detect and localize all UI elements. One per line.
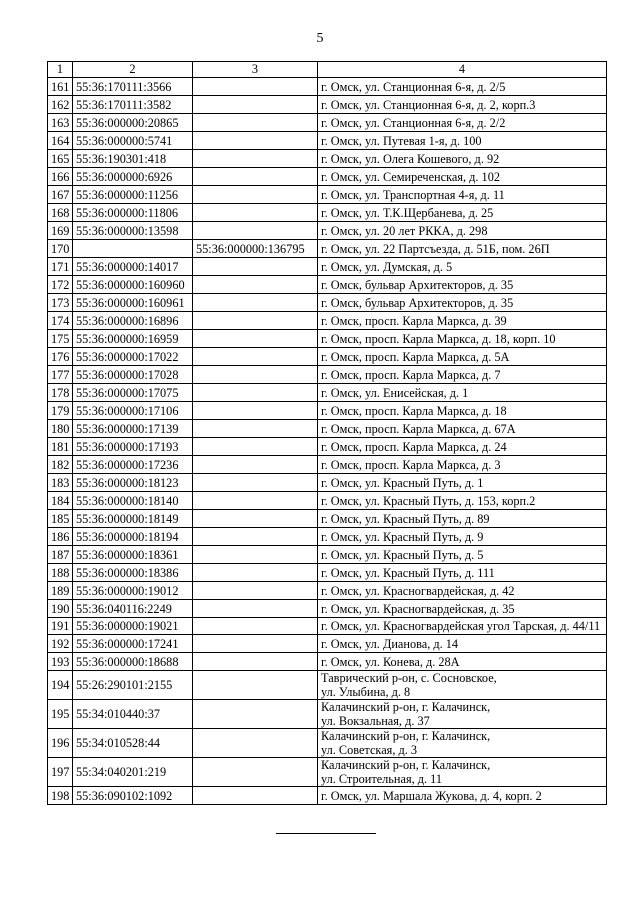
address-line: г. Омск, ул. Путевая 1-я, д. 100 <box>321 134 482 148</box>
cadastral-number-alt <box>193 168 318 186</box>
address-line: г. Омск, просп. Карла Маркса, д. 18 <box>321 404 507 418</box>
row-number: 173 <box>48 294 73 312</box>
address-line: г. Омск, ул. Транспортная 4-я, д. 11 <box>321 188 505 202</box>
address-line: г. Омск, просп. Карла Маркса, д. 39 <box>321 314 507 328</box>
cadastral-number: 55:36:000000:13598 <box>73 222 193 240</box>
address-line: г. Омск, ул. Станционная 6-я, д. 2/2 <box>321 116 506 130</box>
header-col-3: 3 <box>193 62 318 78</box>
cadastral-number: 55:36:000000:17028 <box>73 366 193 384</box>
cadastral-number-alt <box>193 384 318 402</box>
address-line: г. Омск, просп. Карла Маркса, д. 5А <box>321 350 510 364</box>
cadastral-number: 55:36:000000:17106 <box>73 402 193 420</box>
cadastral-number: 55:36:000000:18123 <box>73 474 193 492</box>
cadastral-number: 55:34:010440:37 <box>73 700 193 729</box>
address-line: г. Омск, ул. Енисейская, д. 1 <box>321 386 469 400</box>
table-row <box>48 635 607 653</box>
row-number: 190 <box>48 600 73 618</box>
address-cell <box>318 204 607 222</box>
address-cell <box>318 114 607 132</box>
cadastral-number: 55:34:040201:219 <box>73 758 193 787</box>
cadastral-number-alt <box>193 700 318 729</box>
address-line: г. Омск, ул. Красный Путь, д. 89 <box>321 512 490 526</box>
cadastral-number-alt: 55:36:000000:136795 <box>193 240 318 258</box>
address-line: г. Омск, ул. Станционная 6-я, д. 2, корп.3 <box>321 98 536 112</box>
table-row <box>48 78 607 96</box>
address-cell <box>318 96 607 114</box>
cadastral-number-alt <box>193 671 318 700</box>
row-number: 166 <box>48 168 73 186</box>
cadastral-number-alt <box>193 787 318 805</box>
address-cell <box>318 635 607 653</box>
address-line: г. Омск, ул. Конева, д. 28А <box>321 655 460 669</box>
row-number: 174 <box>48 312 73 330</box>
cadastral-number <box>73 240 193 258</box>
cadastral-number-alt <box>193 330 318 348</box>
address-line: г. Омск, просп. Карла Маркса, д. 7 <box>321 368 501 382</box>
table-row <box>48 582 607 600</box>
row-number: 185 <box>48 510 73 528</box>
header-col-1: 1 <box>48 62 73 78</box>
row-number: 176 <box>48 348 73 366</box>
address-line: г. Омск, ул. 20 лет РККА, д. 298 <box>321 224 488 238</box>
row-number: 194 <box>48 671 73 700</box>
address-line-2: ул. Советская, д. 3 <box>321 743 418 757</box>
cadastral-number: 55:36:000000:17139 <box>73 420 193 438</box>
address-cell <box>318 240 607 258</box>
table-body <box>48 78 607 805</box>
row-number: 163 <box>48 114 73 132</box>
table-row <box>48 366 607 384</box>
row-number: 191 <box>48 618 73 635</box>
address-line: г. Омск, ул. Красный Путь, д. 1 <box>321 476 484 490</box>
cadastral-number-alt <box>193 564 318 582</box>
row-number: 192 <box>48 635 73 653</box>
row-number: 164 <box>48 132 73 150</box>
cadastral-number: 55:36:000000:18149 <box>73 510 193 528</box>
row-number: 197 <box>48 758 73 787</box>
cadastral-number-alt <box>193 402 318 420</box>
row-number: 181 <box>48 438 73 456</box>
address-cell <box>318 258 607 276</box>
address-line: г. Омск, просп. Карла Маркса, д. 67А <box>321 422 516 436</box>
cadastral-number: 55:36:000000:11256 <box>73 186 193 204</box>
row-number: 168 <box>48 204 73 222</box>
cadastral-number-alt <box>193 528 318 546</box>
table-row <box>48 758 607 787</box>
address-cell <box>318 700 607 729</box>
cadastral-number: 55:36:000000:16896 <box>73 312 193 330</box>
cadastral-number-alt <box>193 618 318 635</box>
address-cell <box>318 132 607 150</box>
cadastral-number: 55:36:000000:18361 <box>73 546 193 564</box>
address-cell <box>318 618 607 635</box>
cadastral-number: 55:36:170111:3566 <box>73 78 193 96</box>
address-cell <box>318 78 607 96</box>
table-row <box>48 204 607 222</box>
address-line: г. Омск, ул. Олега Кошевого, д. 92 <box>321 152 500 166</box>
address-cell <box>318 330 607 348</box>
row-number: 188 <box>48 564 73 582</box>
table-row <box>48 186 607 204</box>
cadastral-number: 55:36:000000:18140 <box>73 492 193 510</box>
cadastral-number: 55:36:000000:5741 <box>73 132 193 150</box>
row-number: 178 <box>48 384 73 402</box>
cadastral-number-alt <box>193 204 318 222</box>
address-line: г. Омск, бульвар Архитекторов, д. 35 <box>321 278 514 292</box>
cadastral-number: 55:36:000000:160960 <box>73 276 193 294</box>
cadastral-number: 55:36:000000:6926 <box>73 168 193 186</box>
table-row <box>48 384 607 402</box>
cadastral-number-alt <box>193 222 318 240</box>
page-number: 5 <box>316 31 324 46</box>
address-cell <box>318 384 607 402</box>
cadastral-number-alt <box>193 78 318 96</box>
cadastral-number-alt <box>193 582 318 600</box>
cadastral-number-alt <box>193 438 318 456</box>
address-cell <box>318 564 607 582</box>
address-line: г. Омск, ул. Думская, д. 5 <box>321 260 453 274</box>
cadastral-number-alt <box>193 132 318 150</box>
address-line: г. Омск, ул. Красногвардейская, д. 42 <box>321 584 515 598</box>
address-line: г. Омск, бульвар Архитекторов, д. 35 <box>321 296 514 310</box>
address-cell <box>318 758 607 787</box>
row-number: 182 <box>48 456 73 474</box>
row-number: 198 <box>48 787 73 805</box>
table-row <box>48 420 607 438</box>
cadastral-number-alt <box>193 758 318 787</box>
address-cell <box>318 600 607 618</box>
cadastral-number: 55:34:010528:44 <box>73 729 193 758</box>
address-cell <box>318 787 607 805</box>
table-row <box>48 222 607 240</box>
cadastral-number-alt <box>193 492 318 510</box>
cadastral-number-alt <box>193 294 318 312</box>
row-number: 169 <box>48 222 73 240</box>
row-number: 180 <box>48 420 73 438</box>
cadastral-number: 55:36:000000:14017 <box>73 258 193 276</box>
table-row <box>48 402 607 420</box>
table-row <box>48 114 607 132</box>
cadastral-number: 55:36:000000:160961 <box>73 294 193 312</box>
address-line: г. Омск, ул. 22 Партсъезда, д. 51Б, пом. 26П <box>321 242 550 256</box>
cadastral-number-alt <box>193 474 318 492</box>
address-cell <box>318 276 607 294</box>
table-row <box>48 474 607 492</box>
cadastral-number-alt <box>193 653 318 671</box>
cadastral-number-alt <box>193 600 318 618</box>
table-row <box>48 330 607 348</box>
table-row <box>48 700 607 729</box>
address-line: г. Омск, просп. Карла Маркса, д. 24 <box>321 440 507 454</box>
row-number: 165 <box>48 150 73 168</box>
row-number: 171 <box>48 258 73 276</box>
cadastral-number-alt <box>193 96 318 114</box>
cadastral-number-alt <box>193 729 318 758</box>
table-row <box>48 787 607 805</box>
row-number: 170 <box>48 240 73 258</box>
cadastral-number-alt <box>193 114 318 132</box>
address-line: г. Омск, ул. Красный Путь, д. 9 <box>321 530 484 544</box>
address-cell <box>318 312 607 330</box>
cadastral-number: 55:36:040116:2249 <box>73 600 193 618</box>
address-line: г. Омск, ул. Красный Путь, д. 111 <box>321 566 495 580</box>
header-col-2: 2 <box>73 62 193 78</box>
address-cell <box>318 546 607 564</box>
row-number: 161 <box>48 78 73 96</box>
table-row <box>48 528 607 546</box>
row-number: 193 <box>48 653 73 671</box>
cadastral-number: 55:36:170111:3582 <box>73 96 193 114</box>
address-line: г. Омск, ул. Дианова, д. 14 <box>321 637 459 651</box>
address-line-2: ул. Улыбина, д. 8 <box>321 685 411 699</box>
row-number: 179 <box>48 402 73 420</box>
cadastral-number-alt <box>193 312 318 330</box>
table-row <box>48 600 607 618</box>
cadastral-number-alt <box>193 186 318 204</box>
address-line: г. Омск, просп. Карла Маркса, д. 3 <box>321 458 501 472</box>
cadastral-number: 55:36:000000:19012 <box>73 582 193 600</box>
address-line: Таврический р-он, с. Сосновское, <box>321 671 497 685</box>
row-number: 189 <box>48 582 73 600</box>
cadastral-number: 55:36:000000:18194 <box>73 528 193 546</box>
cadastral-number: 55:36:000000:11806 <box>73 204 193 222</box>
address-line: г. Омск, ул. Красный Путь, д. 5 <box>321 548 484 562</box>
address-line: г. Омск, ул. Красногвардейская, д. 35 <box>321 602 515 616</box>
table-row <box>48 564 607 582</box>
cadastral-number: 55:26:290101:2155 <box>73 671 193 700</box>
address-line: г. Омск, ул. Маршала Жукова, д. 4, корп. 2 <box>321 789 542 803</box>
registry-table <box>47 61 607 805</box>
address-cell <box>318 528 607 546</box>
cadastral-number: 55:36:000000:20865 <box>73 114 193 132</box>
cadastral-number-alt <box>193 546 318 564</box>
address-line: г. Омск, ул. Красногвардейская угол Тарская, д. 44/11 <box>321 619 601 633</box>
cadastral-number: 55:36:000000:18688 <box>73 653 193 671</box>
row-number: 183 <box>48 474 73 492</box>
cadastral-number: 55:36:190301:418 <box>73 150 193 168</box>
row-number: 196 <box>48 729 73 758</box>
cadastral-number-alt <box>193 258 318 276</box>
address-line: г. Омск, ул. Станционная 6-я, д. 2/5 <box>321 80 506 94</box>
table-row <box>48 653 607 671</box>
address-cell <box>318 438 607 456</box>
cadastral-number: 55:36:090102:1092 <box>73 787 193 805</box>
row-number: 177 <box>48 366 73 384</box>
table-row <box>48 546 607 564</box>
header-row <box>48 62 607 78</box>
address-cell <box>318 348 607 366</box>
cadastral-number: 55:36:000000:19021 <box>73 618 193 635</box>
table-row <box>48 276 607 294</box>
address-cell <box>318 366 607 384</box>
table-row <box>48 348 607 366</box>
table-row <box>48 294 607 312</box>
row-number: 184 <box>48 492 73 510</box>
table-row <box>48 729 607 758</box>
address-line: г. Омск, ул. Т.К.Щербанева, д. 25 <box>321 206 494 220</box>
row-number: 187 <box>48 546 73 564</box>
cadastral-number-alt <box>193 366 318 384</box>
address-line: Калачинский р-он, г. Калачинск, <box>321 758 491 772</box>
address-line: г. Омск, просп. Карла Маркса, д. 18, корп. 10 <box>321 332 556 346</box>
table-row <box>48 240 607 258</box>
cadastral-number: 55:36:000000:17241 <box>73 635 193 653</box>
table-row <box>48 438 607 456</box>
header-col-4: 4 <box>318 62 607 78</box>
cadastral-number-alt <box>193 150 318 168</box>
cadastral-number: 55:36:000000:17022 <box>73 348 193 366</box>
row-number: 195 <box>48 700 73 729</box>
table-row <box>48 492 607 510</box>
address-cell <box>318 402 607 420</box>
table-row <box>48 312 607 330</box>
cadastral-number: 55:36:000000:17236 <box>73 456 193 474</box>
address-cell <box>318 671 607 700</box>
table-row <box>48 132 607 150</box>
cadastral-number-alt <box>193 348 318 366</box>
table-row <box>48 258 607 276</box>
table-row <box>48 150 607 168</box>
cadastral-number: 55:36:000000:16959 <box>73 330 193 348</box>
address-line: Калачинский р-он, г. Калачинск, <box>321 700 491 714</box>
address-cell <box>318 653 607 671</box>
row-number: 186 <box>48 528 73 546</box>
address-cell <box>318 729 607 758</box>
cadastral-number-alt <box>193 635 318 653</box>
address-cell <box>318 510 607 528</box>
address-cell <box>318 186 607 204</box>
address-cell <box>318 168 607 186</box>
address-line: Калачинский р-он, г. Калачинск, <box>321 729 491 743</box>
address-line-2: ул. Строительная, д. 11 <box>321 772 442 786</box>
address-cell <box>318 474 607 492</box>
address-cell <box>318 582 607 600</box>
table-row <box>48 96 607 114</box>
cadastral-number: 55:36:000000:17075 <box>73 384 193 402</box>
table-row <box>48 456 607 474</box>
row-number: 162 <box>48 96 73 114</box>
address-cell <box>318 420 607 438</box>
address-line-2: ул. Вокзальная, д. 37 <box>321 714 430 728</box>
address-line: г. Омск, ул. Семиреченская, д. 102 <box>321 170 500 184</box>
address-cell <box>318 456 607 474</box>
table-row <box>48 618 607 635</box>
table-row <box>48 510 607 528</box>
cadastral-number-alt <box>193 420 318 438</box>
cadastral-number-alt <box>193 276 318 294</box>
address-cell <box>318 492 607 510</box>
row-number: 172 <box>48 276 73 294</box>
cadastral-number: 55:36:000000:17193 <box>73 438 193 456</box>
cadastral-number-alt <box>193 456 318 474</box>
footer-divider <box>276 833 376 834</box>
row-number: 175 <box>48 330 73 348</box>
address-cell <box>318 294 607 312</box>
table-row <box>48 168 607 186</box>
row-number: 167 <box>48 186 73 204</box>
address-cell <box>318 222 607 240</box>
cadastral-number-alt <box>193 510 318 528</box>
address-line: г. Омск, ул. Красный Путь, д. 153, корп.2 <box>321 494 536 508</box>
address-cell <box>318 150 607 168</box>
table-row <box>48 671 607 700</box>
cadastral-number: 55:36:000000:18386 <box>73 564 193 582</box>
